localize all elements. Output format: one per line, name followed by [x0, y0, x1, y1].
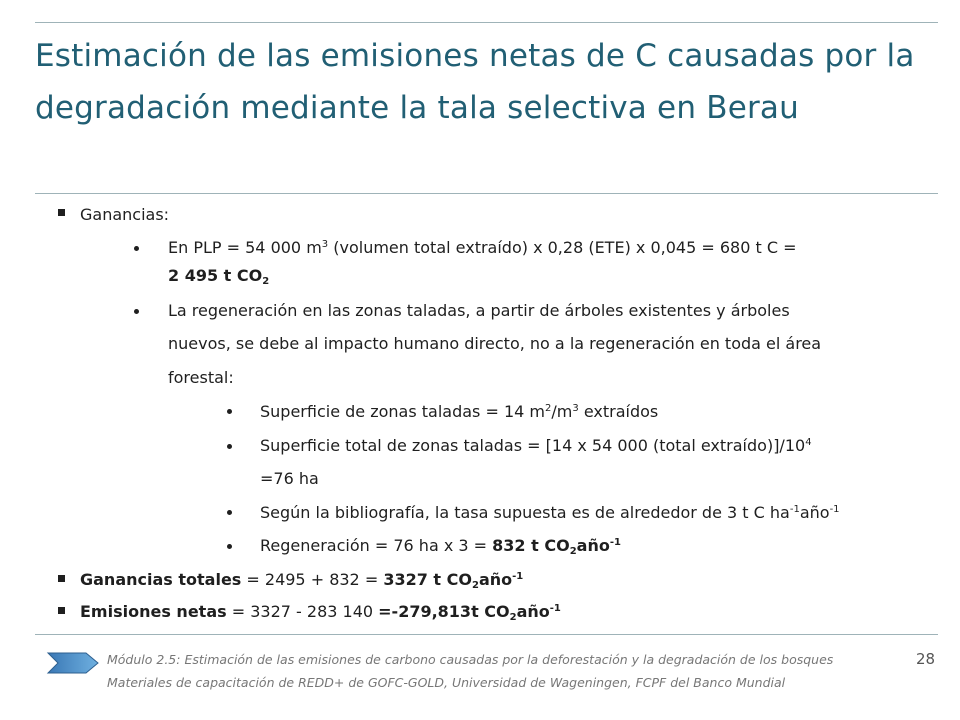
square-bullet-icon: [58, 575, 65, 582]
regeneration-intro-line2: nuevos, se debe al impacto humano directo, no a la regeneración en toda el área: [168, 334, 822, 353]
round-bullet-icon: [227, 510, 232, 515]
square-bullet-icon: [58, 607, 65, 614]
footer-module-caption: Módulo 2.5: Estimación de las emisiones de carbono causadas por la deforestación y la degradación de los bosques: [107, 652, 834, 667]
literature-rate: Según la bibliografía, la tasa supuesta es de alrededor de 3 t C $ha^{-1}año^{-1}$: [260, 503, 840, 522]
chevron-arrow-icon: [46, 650, 100, 676]
regeneration-intro-line3: forestal:: [168, 368, 234, 387]
title-divider: [35, 193, 938, 194]
footer-divider: [35, 634, 938, 635]
total-gains: Ganancias totales = 2495 + 832 = 3327 t $CO_2año^{-1}$: [80, 570, 524, 591]
round-bullet-icon: [134, 246, 139, 251]
square-bullet-icon: [58, 209, 65, 216]
plp-result: 2 495 t $CO_2$: [168, 266, 270, 287]
total-surface-result: =76 ha: [260, 469, 319, 488]
footer-credits: Materiales de capacitación de REDD+ de GOFC-GOLD, Universidad de Wageningen, FCPF del Banco Mundial: [107, 675, 786, 690]
gains-heading: Ganancias:: [80, 205, 170, 224]
net-emissions: Emisiones netas = 3327 - 283 140 =-279,813t $CO_2año^{-1}$: [80, 602, 561, 623]
round-bullet-icon: [227, 409, 232, 414]
round-bullet-icon: [227, 444, 232, 449]
top-divider: [35, 22, 938, 23]
slide-title: Estimación de las emisiones netas de C causadas por la degradación mediante la tala selectiva en Berau: [35, 38, 915, 126]
total-surface: Superficie total de zonas taladas = [14 x 54 000 (total $extraído)]/10^4$: [260, 436, 812, 455]
plp-calculation: En PLP = 54 000 $m^3$ (volumen total extraído) x 0,28 (ETE) x 0,045 = 680 t C =: [168, 238, 797, 257]
round-bullet-icon: [134, 309, 139, 314]
round-bullet-icon: [227, 544, 232, 549]
surface-per-volume: Superficie de zonas taladas = 14 $m^2/m^3$ extraídos: [260, 402, 659, 421]
regeneration-value: Regeneración = 76 ha x 3 = 832 t $CO_2año^{-1}$: [260, 536, 621, 557]
regeneration-intro-line1: La regeneración en las zonas taladas, a partir de árboles existentes y árboles: [168, 301, 790, 320]
page-number: 28: [916, 650, 936, 668]
